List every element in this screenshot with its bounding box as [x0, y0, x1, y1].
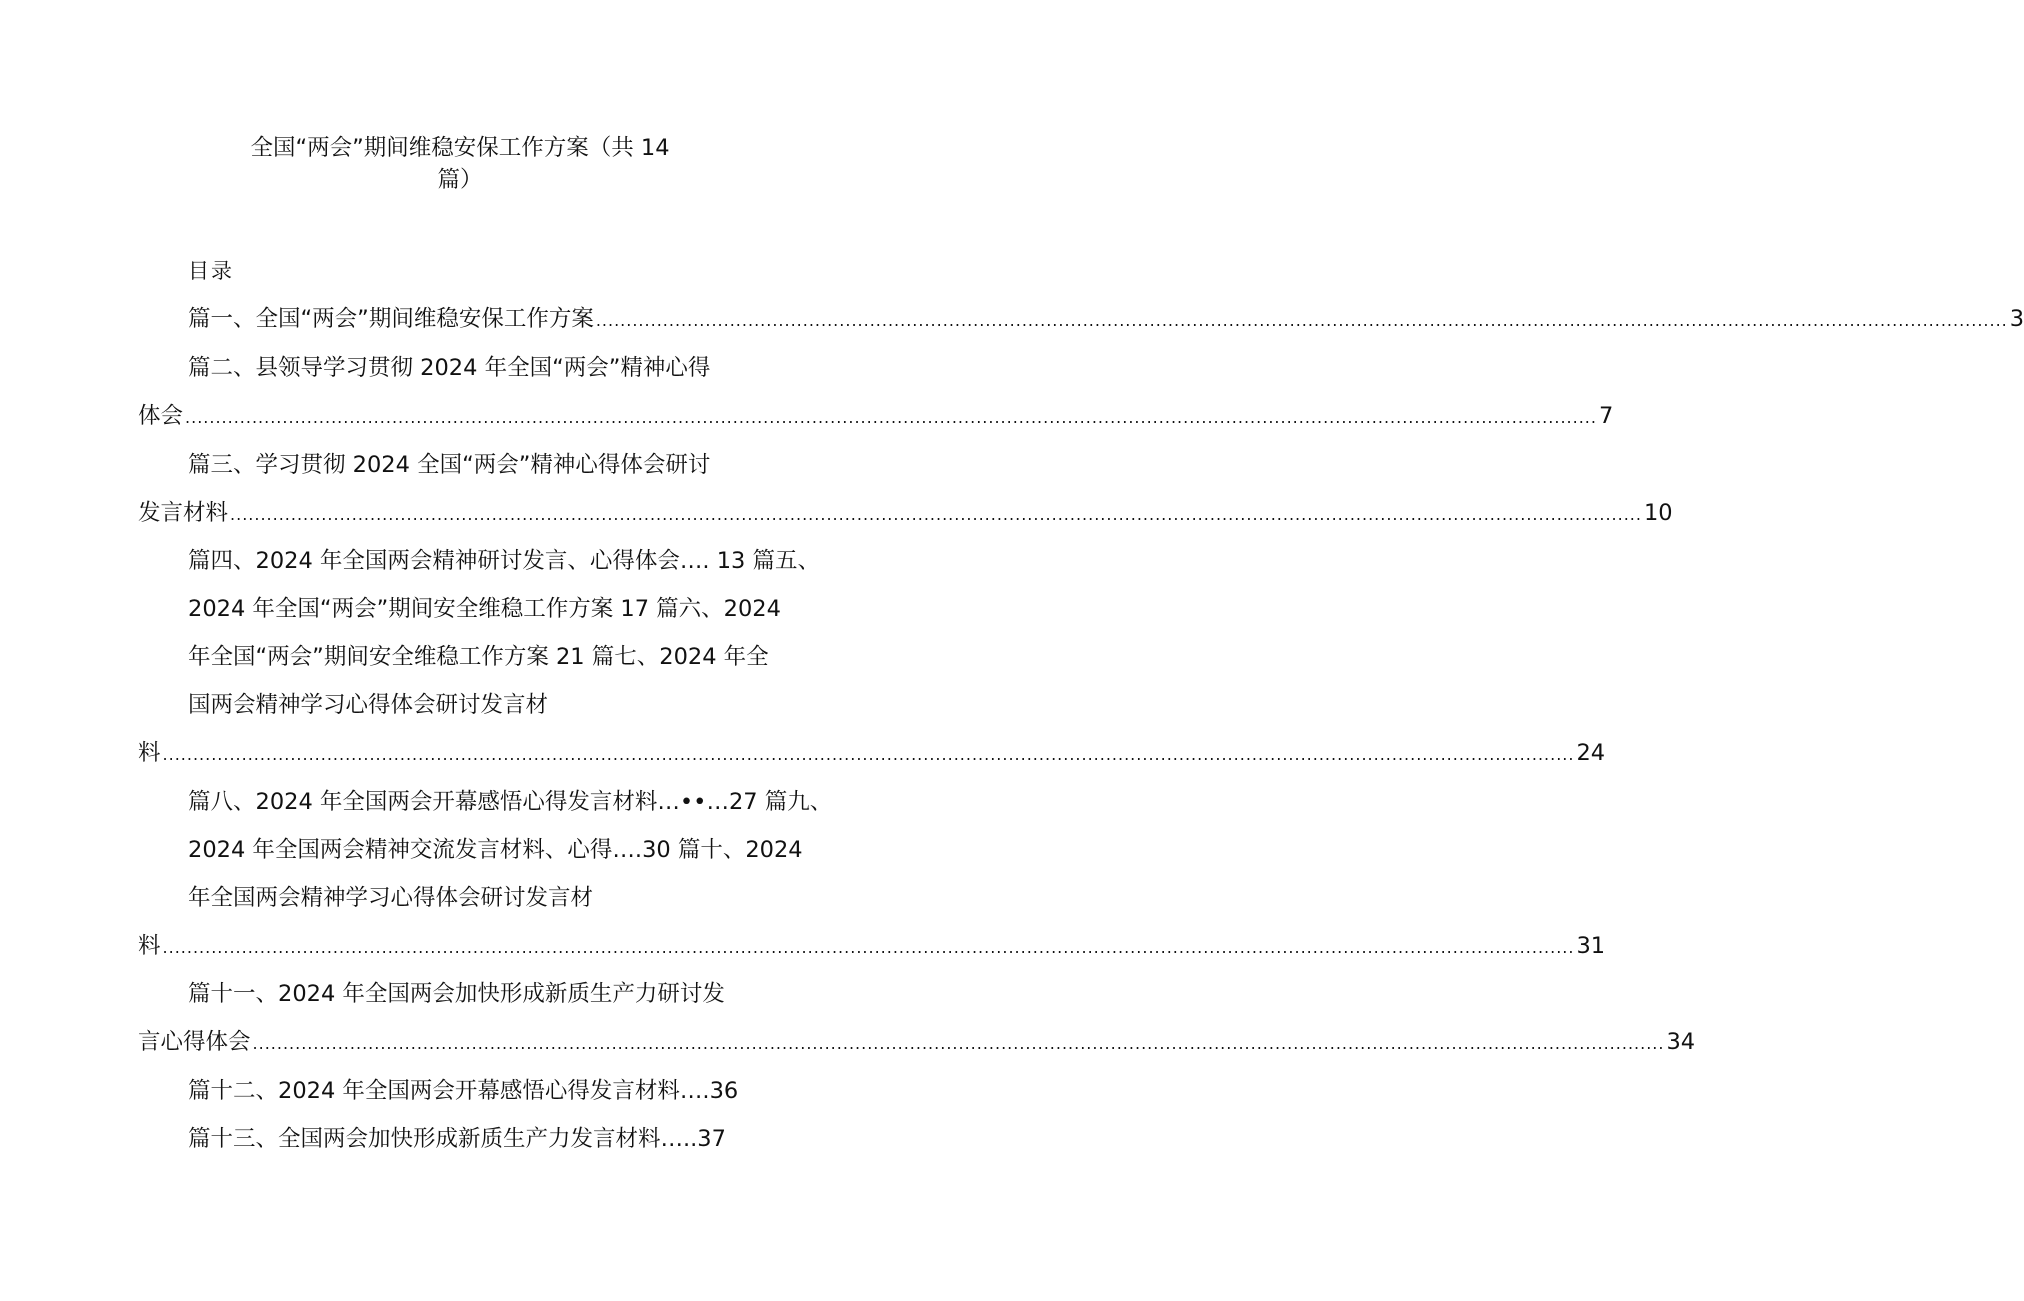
toc-page-number: 10: [1643, 500, 1673, 526]
toc-entry-text: 言心得体会: [138, 1029, 251, 1055]
toc-line-9[interactable]: 篇八、2024 年全国两会开幕感悟心得发言材料…••…27 篇九、: [188, 789, 833, 815]
title-line-1: 全国“两会”期间维稳安保工作方案（共 14: [250, 135, 670, 161]
toc-entry-text: 发言材料: [138, 500, 229, 526]
toc-line-11[interactable]: 年全国两会精神学习心得体会研讨发言材: [188, 885, 594, 911]
toc-line-5[interactable]: 2024 年全国“两会”期间安全维稳工作方案 17 篇六、2024: [188, 596, 781, 622]
toc-page-number: 34: [1666, 1029, 1696, 1055]
toc-entry-11-line-2[interactable]: [138, 1026, 1696, 1060]
toc-line-7[interactable]: 国两会精神学习心得体会研讨发言材: [188, 692, 549, 718]
toc-entry-1[interactable]: [188, 303, 2024, 337]
toc-entry-text: 料: [138, 933, 161, 959]
toc-entry-text: 料: [138, 740, 161, 766]
toc-page-number: 7: [1598, 403, 1614, 429]
toc-line-15[interactable]: 篇十三、全国两会加快形成新质生产力发言材料…..37: [188, 1126, 726, 1152]
dot-leader: ........................................................................................................................................................................................................................................: [185, 408, 1597, 427]
toc-page-number: 31: [1576, 933, 1606, 959]
dot-leader: ........................................................................................................................................................................................................................................: [162, 745, 1575, 764]
toc-entry-text: 篇一、全国“两会”期间维稳安保工作方案: [188, 306, 594, 332]
toc-entry-3-line-1[interactable]: 篇三、学习贯彻 2024 全国“两会”精神心得体会研讨: [188, 452, 711, 478]
toc-line-6[interactable]: 年全国“两会”期间安全维稳工作方案 21 篇七、2024 年全: [188, 644, 769, 670]
toc-entry-2-line-1[interactable]: 篇二、县领导学习贯彻 2024 年全国“两会”精神心得: [188, 355, 711, 381]
toc-line-10[interactable]: 2024 年全国两会精神交流发言材料、心得….30 篇十、2024: [188, 837, 803, 863]
toc-page-number: 3: [2009, 306, 2024, 332]
document-title: [0, 132, 920, 196]
toc-entry-11-line-1[interactable]: 篇十一、2024 年全国两会加快形成新质生产力研讨发: [188, 981, 725, 1007]
title-line-2: 篇）: [437, 167, 483, 193]
toc-entry-2-line-2[interactable]: [138, 400, 1614, 434]
toc-page-number: 24: [1576, 740, 1606, 766]
dot-leader: ........................................................................................................................................................................................................................................: [230, 505, 1642, 524]
toc-heading: 目录: [188, 259, 234, 283]
toc-line-4[interactable]: 篇四、2024 年全国两会精神研讨发言、心得体会…. 13 篇五、: [188, 548, 821, 574]
dot-leader: ........................................................................................................................................................................................................................................: [595, 311, 2008, 330]
toc-entry-text: 体会: [138, 403, 184, 429]
toc-line-8[interactable]: [138, 737, 1606, 771]
dot-leader: ........................................................................................................................................................................................................................................: [252, 1034, 1665, 1053]
toc-line-14[interactable]: 篇十二、2024 年全国两会开幕感悟心得发言材料….36: [188, 1078, 739, 1104]
dot-leader: ........................................................................................................................................................................................................................................: [162, 938, 1575, 957]
toc-entry-3-line-2[interactable]: [138, 497, 1673, 531]
toc-line-12[interactable]: [138, 930, 1606, 964]
